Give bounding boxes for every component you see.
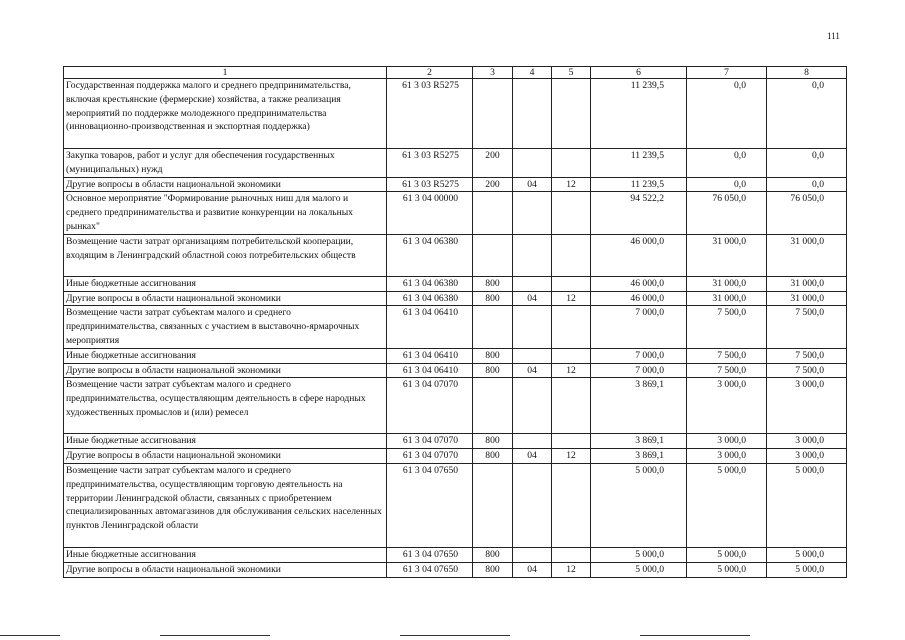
table-row: [64, 276, 847, 291]
table-row: [64, 449, 847, 464]
column-number: 8: [767, 67, 847, 79]
amount-col6: 5 000,0: [591, 547, 687, 562]
table-row: [64, 149, 847, 178]
amount-col7: 0,0: [687, 177, 767, 192]
target-code: 61 3 04 06380: [387, 276, 473, 291]
column-number: 4: [513, 67, 552, 79]
column-number: 1: [64, 67, 387, 79]
subsection-code: 12: [552, 449, 591, 464]
amount-col6: 11 239,5: [591, 177, 687, 192]
row-description: Другие вопросы в области национальной экономики: [64, 449, 387, 464]
amount-col7: 5 000,0: [687, 547, 767, 562]
subsection-code: [552, 348, 591, 363]
table-row: [64, 291, 847, 306]
row-description: Основное мероприятие "Формирование рыночных ниш для малого и среднего предпринимательства и развитие конкуренции на локальных рынках": [64, 192, 387, 234]
table-row: [64, 234, 847, 276]
amount-col8: 7 500,0: [767, 306, 847, 348]
section-code: 04: [513, 363, 552, 378]
column-number-row: [64, 67, 847, 79]
subsection-code: 12: [552, 291, 591, 306]
target-code: 61 3 04 07650: [387, 463, 473, 547]
target-code: 61 3 04 07070: [387, 449, 473, 464]
target-code: 61 3 03 R5275: [387, 149, 473, 178]
amount-col8: 31 000,0: [767, 234, 847, 276]
row-description: Другие вопросы в области национальной экономики: [64, 177, 387, 192]
section-code: 04: [513, 177, 552, 192]
footer-rule: [400, 635, 510, 636]
amount-col7: 0,0: [687, 79, 767, 149]
amount-col8: 3 000,0: [767, 449, 847, 464]
target-code: 61 3 04 00000: [387, 192, 473, 234]
column-number: 6: [591, 67, 687, 79]
section-code: [513, 234, 552, 276]
subsection-code: [552, 149, 591, 178]
section-code: [513, 306, 552, 348]
footer-rule: [160, 635, 270, 636]
amount-col7: 7 500,0: [687, 306, 767, 348]
amount-col6: 46 000,0: [591, 291, 687, 306]
page-number: 111: [827, 31, 840, 41]
column-number: 7: [687, 67, 767, 79]
table-row: [64, 348, 847, 363]
section-code: [513, 547, 552, 562]
amount-col8: 31 000,0: [767, 276, 847, 291]
expense-type: 800: [473, 449, 513, 464]
expense-type: 800: [473, 291, 513, 306]
table-row: [64, 434, 847, 449]
amount-col6: 5 000,0: [591, 463, 687, 547]
subsection-code: [552, 234, 591, 276]
section-code: 04: [513, 291, 552, 306]
section-code: [513, 463, 552, 547]
amount-col8: 3 000,0: [767, 378, 847, 434]
expense-type: [473, 463, 513, 547]
target-code: 61 3 04 07070: [387, 378, 473, 434]
expense-type: [473, 234, 513, 276]
expense-type: [473, 378, 513, 434]
amount-col6: 11 239,5: [591, 149, 687, 178]
target-code: 61 3 04 07070: [387, 434, 473, 449]
table-row: [64, 306, 847, 348]
amount-col7: 7 500,0: [687, 348, 767, 363]
subsection-code: 12: [552, 562, 591, 577]
expense-type: 800: [473, 562, 513, 577]
section-code: 04: [513, 562, 552, 577]
expense-type: 200: [473, 177, 513, 192]
amount-col8: 0,0: [767, 149, 847, 178]
table-row: [64, 547, 847, 562]
row-description: Другие вопросы в области национальной экономики: [64, 562, 387, 577]
amount-col7: 3 000,0: [687, 434, 767, 449]
amount-col6: 3 869,1: [591, 378, 687, 434]
row-description: Иные бюджетные ассигнования: [64, 434, 387, 449]
target-code: 61 3 04 06410: [387, 348, 473, 363]
amount-col8: 7 500,0: [767, 363, 847, 378]
amount-col8: 76 050,0: [767, 192, 847, 234]
subsection-code: [552, 306, 591, 348]
column-number: 5: [552, 67, 591, 79]
subsection-code: [552, 192, 591, 234]
amount-col7: 7 500,0: [687, 363, 767, 378]
table-row: [64, 378, 847, 434]
table-row: [64, 363, 847, 378]
row-description: Возмещение части затрат организациям потребительской кооперации, входящим в Ленинградский областной союз потребительских обществ: [64, 234, 387, 276]
subsection-code: [552, 463, 591, 547]
section-code: [513, 378, 552, 434]
amount-col6: 46 000,0: [591, 276, 687, 291]
target-code: 61 3 04 06410: [387, 306, 473, 348]
amount-col8: 5 000,0: [767, 547, 847, 562]
row-description: Возмещение части затрат субъектам малого и среднего предпринимательства, осуществляющим торговую деятельность на территории Ленинградской области, связанных с приобретением специализированных автомагазинов для обслуживания сельских населенных пунктов Ленинградской области: [64, 463, 387, 547]
table-row: [64, 192, 847, 234]
expense-type: 800: [473, 434, 513, 449]
row-description: Возмещение части затрат субъектам малого и среднего предпринимательства, осуществляющим деятельность в сфере народных художественных промыслов и (или) ремесел: [64, 378, 387, 434]
section-code: [513, 192, 552, 234]
table-row: [64, 562, 847, 577]
amount-col6: 3 869,1: [591, 449, 687, 464]
subsection-code: [552, 276, 591, 291]
budget-table: [63, 66, 847, 578]
expense-type: 800: [473, 363, 513, 378]
subsection-code: 12: [552, 363, 591, 378]
row-description: Другие вопросы в области национальной экономики: [64, 363, 387, 378]
subsection-code: [552, 547, 591, 562]
amount-col8: 5 000,0: [767, 463, 847, 547]
amount-col7: 3 000,0: [687, 449, 767, 464]
section-code: [513, 434, 552, 449]
target-code: 61 3 03 R5275: [387, 79, 473, 149]
target-code: 61 3 04 06380: [387, 291, 473, 306]
subsection-code: [552, 79, 591, 149]
row-description: Иные бюджетные ассигнования: [64, 348, 387, 363]
expense-type: [473, 79, 513, 149]
table-row: [64, 463, 847, 547]
amount-col7: 31 000,0: [687, 276, 767, 291]
amount-col6: 46 000,0: [591, 234, 687, 276]
row-description: Государственная поддержка малого и среднего предпринимательства, включая крестьянские (фермерские) хозяйства, а также реализация мероприятий по поддержке молодежного предпринимательства (инновационно-производственная и экспортная поддержка): [64, 79, 387, 149]
amount-col7: 5 000,0: [687, 463, 767, 547]
subsection-code: [552, 434, 591, 449]
amount-col8: 31 000,0: [767, 291, 847, 306]
amount-col6: 94 522,2: [591, 192, 687, 234]
expense-type: 800: [473, 547, 513, 562]
section-code: 04: [513, 449, 552, 464]
target-code: 61 3 04 07650: [387, 547, 473, 562]
section-code: [513, 348, 552, 363]
target-code: 61 3 04 06380: [387, 234, 473, 276]
amount-col8: 3 000,0: [767, 434, 847, 449]
amount-col7: 31 000,0: [687, 291, 767, 306]
amount-col8: 0,0: [767, 177, 847, 192]
expense-type: 200: [473, 149, 513, 178]
row-description: Другие вопросы в области национальной экономики: [64, 291, 387, 306]
expense-type: 800: [473, 276, 513, 291]
amount-col7: 3 000,0: [687, 378, 767, 434]
amount-col8: 0,0: [767, 79, 847, 149]
amount-col6: 7 000,0: [591, 348, 687, 363]
amount-col6: 7 000,0: [591, 306, 687, 348]
section-code: [513, 79, 552, 149]
row-description: Иные бюджетные ассигнования: [64, 276, 387, 291]
subsection-code: [552, 378, 591, 434]
table-row: [64, 177, 847, 192]
amount-col7: 0,0: [687, 149, 767, 178]
amount-col7: 76 050,0: [687, 192, 767, 234]
section-code: [513, 276, 552, 291]
expense-type: 800: [473, 348, 513, 363]
amount-col6: 5 000,0: [591, 562, 687, 577]
amount-col6: 3 869,1: [591, 434, 687, 449]
row-description: Иные бюджетные ассигнования: [64, 547, 387, 562]
amount-col7: 5 000,0: [687, 562, 767, 577]
amount-col7: 31 000,0: [687, 234, 767, 276]
expense-type: [473, 306, 513, 348]
footer-rule: [0, 635, 60, 636]
footer-rule: [640, 635, 750, 636]
amount-col8: 7 500,0: [767, 348, 847, 363]
table-row: [64, 79, 847, 149]
column-number: 2: [387, 67, 473, 79]
target-code: 61 3 04 07650: [387, 562, 473, 577]
row-description: Закупка товаров, работ и услуг для обеспечения государственных (муниципальных) нужд: [64, 149, 387, 178]
section-code: [513, 149, 552, 178]
subsection-code: 12: [552, 177, 591, 192]
amount-col6: 11 239,5: [591, 79, 687, 149]
column-number: 3: [473, 67, 513, 79]
amount-col8: 5 000,0: [767, 562, 847, 577]
target-code: 61 3 04 06410: [387, 363, 473, 378]
target-code: 61 3 03 R5275: [387, 177, 473, 192]
expense-type: [473, 192, 513, 234]
amount-col6: 7 000,0: [591, 363, 687, 378]
row-description: Возмещение части затрат субъектам малого и среднего предпринимательства, связанных с участием в выставочно-ярмарочных мероприятия: [64, 306, 387, 348]
